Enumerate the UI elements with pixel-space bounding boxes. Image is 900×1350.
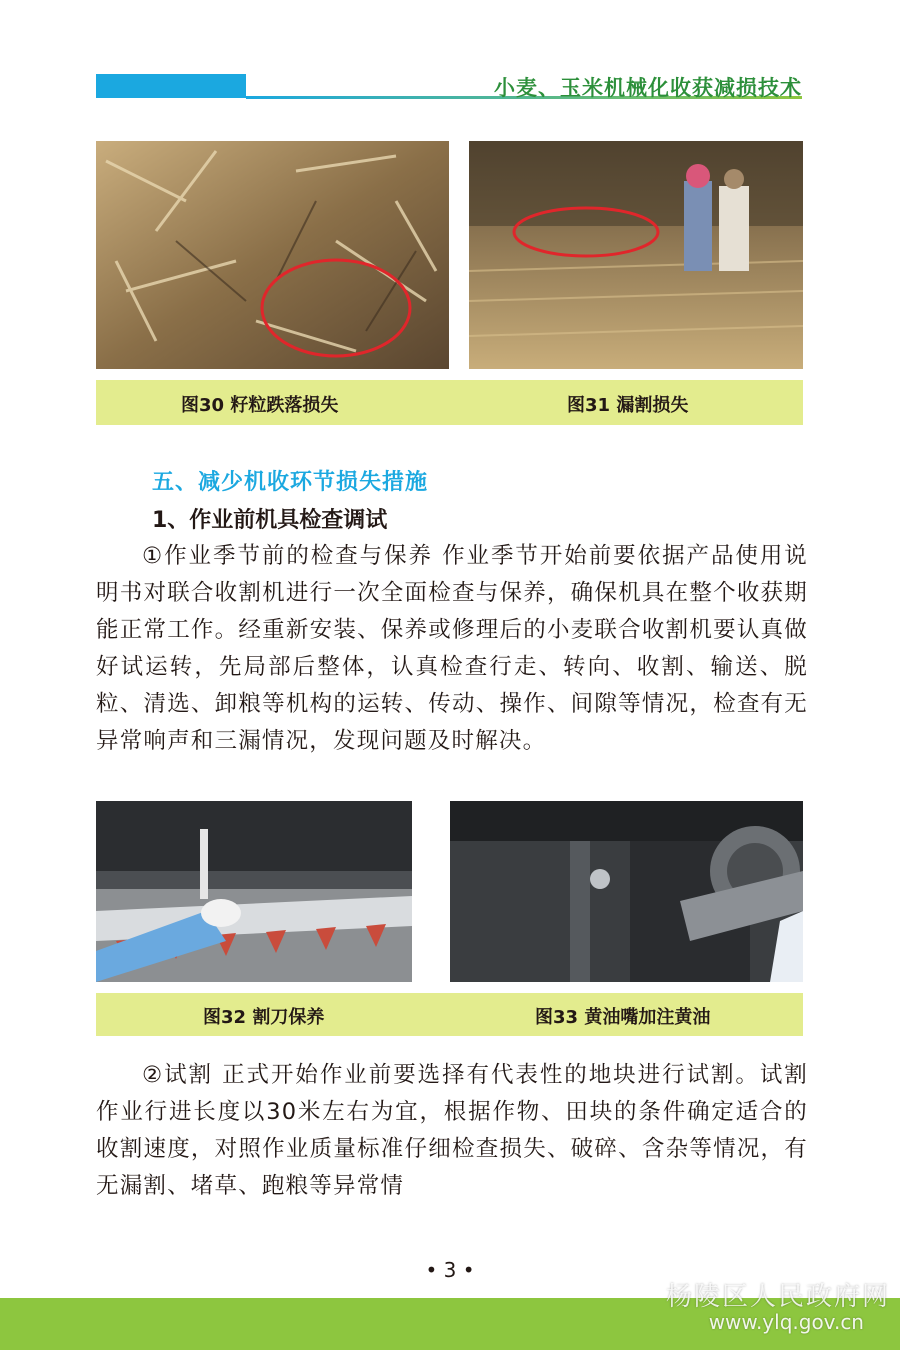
header-title: 小麦、玉米机械化收获减损技术 <box>494 76 802 100</box>
figure-32-caption: 图32 割刀保养 <box>203 1007 325 1028</box>
photo-grease-nipple <box>450 801 803 982</box>
watermark-url: www.ylq.gov.cn <box>708 1310 864 1334</box>
photo-missed-cut-loss <box>469 141 803 369</box>
paragraph-trial-cut: ②试割 正式开始作业前要选择有代表性的地块进行试割。试割作业行进长度以30米左右为宜，根据作物、田块的条件确定适合的收割速度，对照作业质量标准仔细检查损失、破碎、含杂等情况，有无漏割、堵草、跑粮等异常情 <box>96 1062 808 1199</box>
watermark-site-name: 杨陵区人民政府网 <box>665 1282 890 1312</box>
figure-31-caption: 图31 漏割损失 <box>567 395 689 416</box>
subsection-title: 1、作业前机具检查调试 <box>152 508 388 533</box>
photo-cutter-maintenance <box>96 801 412 982</box>
paragraph-inspection: ①作业季节前的检查与保养 作业季节开始前要依据产品使用说明书对联合收割机进行一次全面检查与保养，确保机具在整个收获期能正常工作。经重新安装、保养或修理后的小麦联合收割机要认真做好试运转，先局部后整体，认真检查行走、转向、收割、输送、脱粒、清选、卸粮等机构的运转、传动、操作、间隙等情况，检查有无异常响声和三漏情况，发现问题及时解决。 <box>96 543 808 754</box>
section-title: 五、减少机收环节损失措施 <box>152 470 429 495</box>
header-blue-block <box>96 74 246 98</box>
figure-30-caption: 图30 籽粒跌落损失 <box>181 395 339 416</box>
photo-grain-drop-loss <box>96 141 449 369</box>
figure-33-caption: 图33 黄油嘴加注黄油 <box>535 1007 711 1028</box>
page-number: • 3 • <box>425 1258 475 1282</box>
